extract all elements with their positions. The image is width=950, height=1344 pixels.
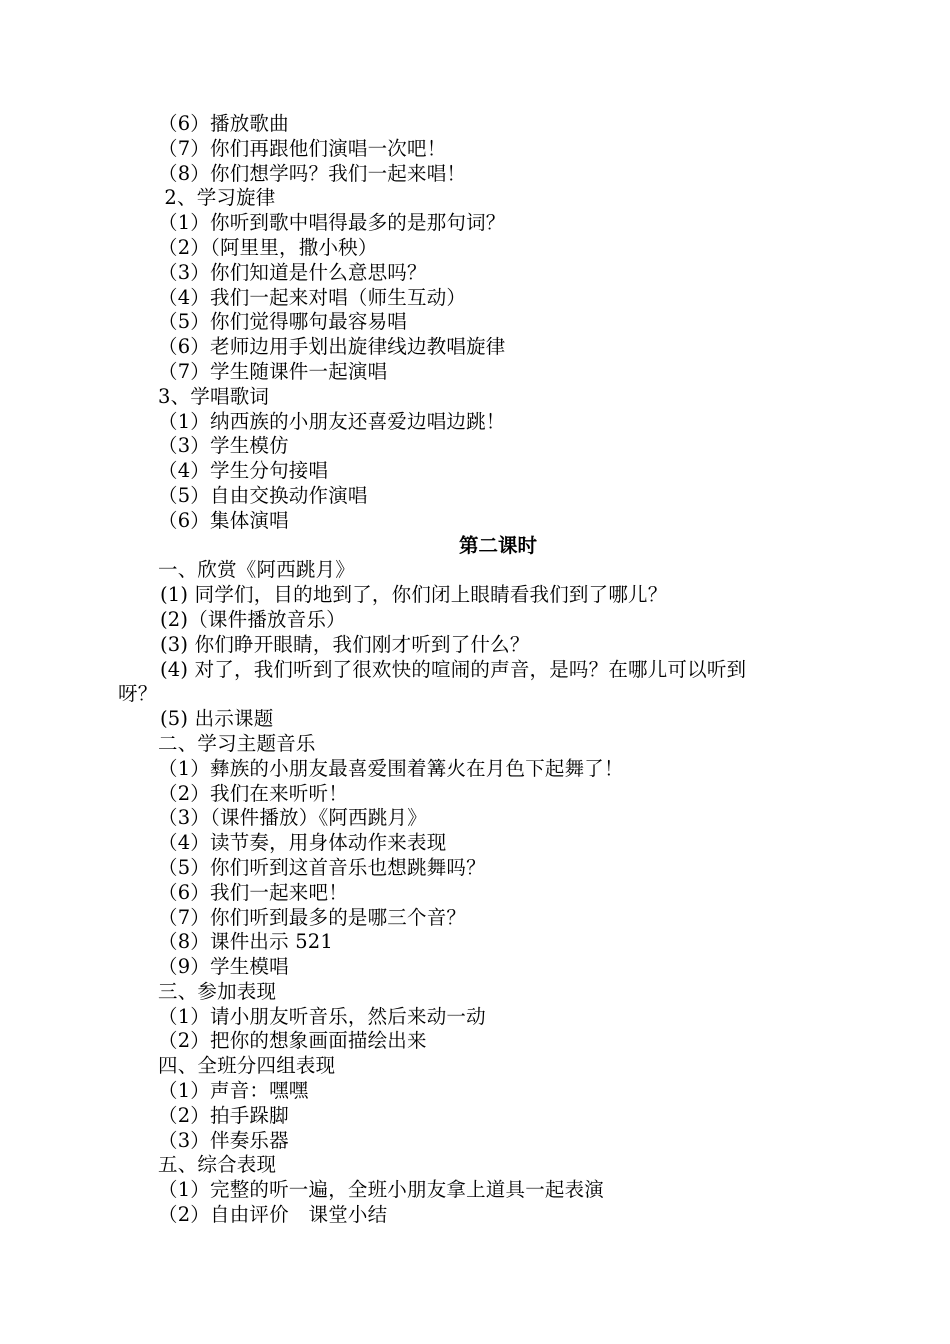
text-line: （5）你们听到这首音乐也想跳舞吗？ [158, 855, 486, 879]
text-line: (1) 同学们，目的地到了，你们闭上眼睛看我们到了哪儿？ [160, 583, 668, 607]
section-heading: 2、学习旋律 [158, 186, 276, 210]
text-line: （2）把你的想象画面描绘出来 [158, 1029, 427, 1053]
section-heading: 二、学习主题音乐 [158, 731, 316, 755]
text-line: （2）我们在来听听！ [158, 781, 348, 805]
text-line: （4）我们一起来对唱（师生互动） [158, 285, 467, 309]
text-line: （3）（课件播放）《阿西跳月》 [158, 806, 427, 830]
section-heading: 3、学唱歌词 [158, 384, 270, 408]
section-heading: 一、欣赏《阿西跳月》 [158, 558, 356, 582]
text-line: (2)（课件播放音乐） [160, 607, 346, 631]
wrapped-line-second: 呀？ [118, 682, 158, 706]
text-line: （5）你们觉得哪句最容易唱 [158, 310, 408, 334]
text-line: （2）拍手跺脚 [158, 1103, 289, 1127]
text-line: （6）我们一起来吧！ [158, 880, 348, 904]
wrapped-paragraph [118, 658, 828, 708]
text-line: （1）请小朋友听音乐，然后来动一动 [158, 1004, 486, 1028]
text-line: （1）声音：嘿嘿 [158, 1079, 309, 1103]
text-line: （9）学生模唱 [158, 955, 289, 979]
text-line: （6）播放歌曲 [158, 112, 289, 135]
text-line: （6）集体演唱 [158, 508, 289, 532]
text-line: （7）你们再跟他们演唱一次吧！ [158, 136, 447, 160]
text-line: （2）（阿里里，撒小秧） [158, 235, 378, 259]
text-line: （8）课件出示 521 [158, 930, 334, 954]
text-line: （4）读节奏，用身体动作来表现 [158, 831, 447, 855]
text-line: （7）你们听到最多的是哪三个音？ [158, 905, 467, 929]
wrapped-line-first: (4) 对了，我们听到了很欢快的喧闹的声音，是吗？在哪儿可以听到 [160, 657, 747, 681]
section-heading: 三、参加表现 [158, 979, 277, 1003]
text-line: （1）纳西族的小朋友还喜爱边唱边跳！ [158, 409, 506, 433]
lesson-title: 第二课时 [458, 533, 537, 557]
text-line: （4）学生分句接唱 [158, 459, 329, 483]
text-line: (5) 出示课题 [160, 707, 274, 731]
section-heading: 四、全班分四组表现 [158, 1054, 336, 1078]
text-line: （3）伴奏乐器 [158, 1128, 289, 1152]
text-line: （7）学生随课件一起演唱 [158, 359, 388, 383]
text-line: （1）完整的听一遍，全班小朋友拿上道具一起表演 [158, 1178, 605, 1202]
text-line: (3) 你们睁开眼睛，我们刚才听到了什么？ [160, 632, 530, 656]
text-line: （3）学生模仿 [158, 434, 289, 458]
document-body [118, 112, 838, 1228]
text-line: （3）你们知道是什么意思吗？ [158, 260, 427, 284]
text-line: （8）你们想学吗？我们一起来唱！ [158, 161, 467, 185]
text-line: （1）你听到歌中唱得最多的是那句词？ [158, 211, 506, 235]
text-line: （6）老师边用手划出旋律线边教唱旋律 [158, 335, 506, 359]
section-heading: 五、综合表现 [158, 1153, 277, 1177]
text-line: （5）自由交换动作演唱 [158, 483, 368, 507]
text-line: （2）自由评价 课堂小结 [158, 1203, 388, 1227]
text-line: （1）彝族的小朋友最喜爱围着篝火在月色下起舞了！ [158, 756, 624, 780]
